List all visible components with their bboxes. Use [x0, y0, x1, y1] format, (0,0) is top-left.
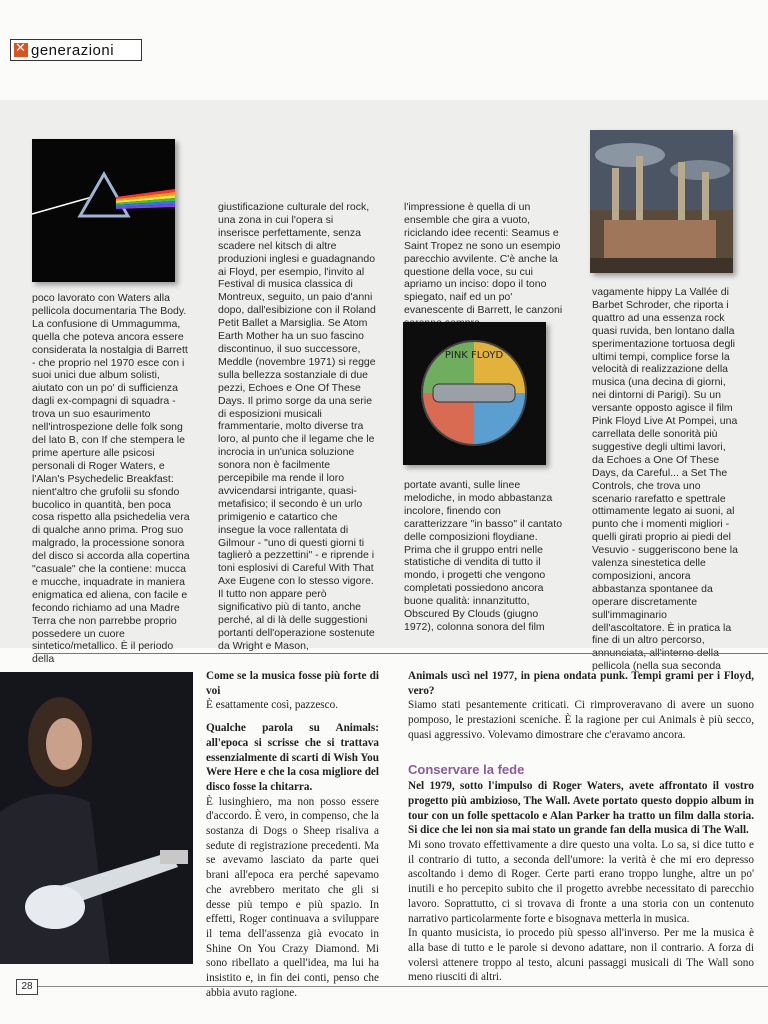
page-number: 28	[16, 979, 38, 995]
interview-left-column	[206, 669, 379, 999]
top-column-3a-text: l'impressione è quella di un ensemble che gira a vuoto, riciclando idee recenti: Seamus e Saint Tropez ne sono un esempio parecchio avvilente. C'è anche la questione della voce, su cui apriamo un inciso: dopo il tono spiegato, naif ed un po' evanescente di Barrett, le canzoni	[404, 201, 563, 317]
album-cover-dark-side	[32, 139, 175, 282]
top-column-1-text: poco lavorato con Waters alla pellicola documentaria The Body. La confusione di Ummagumma, quella che poteva ancora essere considerata la nostalgia di Barrett - che proprio nel 1970 esce con i suoi unici due album solisti, aiutato con un po' di sufficienza dagli ex-compagni di squadra - trova un suo esaurimento nell'introspezione delle folk song del lato B, con If che stempera le prime aperture alle psicosi personali di Roger Waters, e l'Alan's Psychedelic Breakfast: nient'altro che grufolii su sfondo bucolico in quantità, ben poca cosa rispetto alla psichedelia vera di qualche anno prima. Prog suo malgrado, la processione sonora del disco si accorda alla copertina "casuale" che la contiene: mucca e mucche, inquadrate in maniera enigmatica ed aliena, con facile e fecondo richiamo ad una Madre Terra che non parrebbe proprio possedere un cuore sintetico/metallico. È il periodo della	[32, 292, 190, 666]
top-column-2-text: giustificazione culturale del rock, una zona in cui l'opera si inserisce perfettamente, senza scadere nel kitsch di altre produzioni inglesi e guadagnando ai Floyd, per esempio, l'invito al Festival di musica classica di Montreux, seguito, un paio d'anni dopo, dall'esibizione con il Roland Petit Ballet a Marsiglia. Se Atom Earth Mother ha un suo fascino discontinuo, il suo successore, Meddle (novembre 1971) si regge sulla bellezza sostanziale di due pezzi, Echoes e One Of These Days. Il primo sorge da una serie di esposizioni musicali frammentarie, molto diverse tra loro, al punto che il legame che le incrocia in un'unica soluzione sonora non è facilmente percepibile ma rende il loro avvicendarsi intrigante, quasi-metafisico; il secondo è un urlo primigenio e catartico che inseguе la voce rallentata di Gilmour - "uno di questi giorni ti taglierò a pezzettini" - e riprende i toni esplosivi di Careful With That Axe Eugene con lo stesso vigore. Il tutto non appare però significativo più di tanto, anche perché, al di là delle suggestioni portanti dell'operazione sostenute da Wright e Mason,	[218, 201, 376, 652]
top-column-3b	[404, 479, 564, 637]
top-column-2	[218, 201, 376, 652]
answer-3: Siamo stati pesantemente criticati. Ci rimproveravano di avere un suono pomposo, le prestazioni sceniche. È la ragione per cui Animals è più secco, quasi aggressivo. Volevamo dimostrare che c'eravamo ancora.	[408, 699, 754, 741]
answer-1: È esattamente così, pazzesco.	[206, 699, 339, 712]
power-station-icon	[590, 130, 733, 273]
question-2: Qualche parola su Animals: all'epoca si scrisse che si trattava essenzialmente di scarti di Wish You Were Here e che la cosa migliore del disco fosse la chitarra.	[206, 722, 379, 793]
section-divider	[34, 653, 768, 654]
top-column-1	[32, 292, 192, 666]
question-3: Animals uscì nel 1977, in piena ondata punk. Tempi grami per i Floyd, vero?	[408, 670, 754, 697]
prism-icon	[32, 139, 175, 282]
footer-rule	[38, 986, 768, 987]
answer-5: In quanto musicista, io procedo più spesso all'inverso. Per me la musica è alla base di tutto e le parole si devono adattare, non il contrario. A forza di volersi attenere troppo al testo, alcuni passaggi musicali di The Wall sono meno riusciti di altri.	[408, 927, 754, 984]
question-1: Come se la musica fosse più forte di voi	[206, 670, 379, 697]
album-cover-animals	[590, 130, 733, 273]
album-cover-wish-you-were-here	[403, 322, 546, 465]
section-label: generazioni	[31, 41, 115, 59]
answer-2: È lusinghiero, ma non posso essere d'accordo. È vero, in compenso, che la sostanza di Dogs o Sheep risaliva a sedute di registrazione precedenti. Ma se avevamo lasciato da parte quei brani all'epoca era perché sapevamo che avrebbero meritato che gli si desse più tempo e più spazio. In effetti, Roger continuava a sviluppare il tema dell'assenza già evocato in Shine On You Crazy Diamond. Mi sono ribellato a quell'idea, ma lui ha insistito e, in fin dei conti, penso che abbia avuto ragione.	[206, 795, 379, 999]
top-column-3a	[404, 201, 564, 315]
top-column-4-text: vagamente hippy La Vallée di Barbet Schroder, che riporta i quattro ad una essenza rock quasi ruvida, ben lontano dalla sperimentazione tortuosa degli ultimi tempi, complice forse la velocità di realizzazione della musica (una decina di giorni, nei dintorni di Parigi). Su un versante opposto agisce il film Pink Floyd Live At Pompei, una carrellata delle sonorità più suggestive degli ultimi lavori, da Echoes a One Of These Days, da Careful... a Set The Controls, che trova uno scenario rarefatto e spettrale ottimamente legato ai suoni, al punto che i momenti migliori - quelli girati proprio ai piedi del Vesuvio - suggeriscono bene la valenza sinestetica delle composizioni, ancora abbastanza spontanee da operare discretamente sull'immaginario dell'ascoltatore. È in pratica la fine di un altro percorso, annunciata, all'interno della pellicola (nella sua seconda	[592, 286, 738, 673]
guitarist-photo	[0, 672, 193, 964]
answer-4: Mi sono trovato effettivamente a dire questo una volta. Lo sa, si dice tutto e il contrario di tutto, a seconda dell'umore: la verità è che mi ero depresso ascoltando i demo di Roger. Certe parti erano troppo lunghe, altre un po' inutili e ho percepito subito che il progetto avrebbe necessitato di parecchio lavoro. Soprattutto, ci si trovava di fronte a una storia con un contenuto narrativo particolarmente forte e bisognava metterla in musica.	[408, 839, 754, 925]
top-column-3b-text: portate avanti, sulle linee melodiche, in modo abbastanza incolore, finendo con caratterizzare "in basso" il cantato delle composizioni floydiane. Prima che il gruppo entri nelle statistiche di vendita di tutto il mondo, i progetti che vengono completati possiedono ancora buone qualità: innanzitutto, Obscured By Clouds (giugno 1972), colonna sonora del film	[404, 479, 563, 633]
handshake-sticker-icon	[403, 322, 546, 465]
question-4: Nel 1979, sotto l'impulso di Roger Waters, avete affrontato il vostro progetto più ambizioso, The Wall. Avete portato questo doppio album in tour con un folle spettacolo e Alan Parker ha tratto un film dalla storia. Si dice che lei non sia mai stato un grande fan della musica di The Wall.	[408, 780, 754, 837]
section-heading: Conservare la fede	[408, 761, 525, 777]
top-column-4	[592, 286, 740, 673]
section-header-logo	[10, 39, 142, 61]
x-logo-icon	[14, 43, 28, 57]
guitarist-photo-icon	[0, 672, 193, 964]
svg-text:PINK FLOYD: PINK FLOYD	[444, 350, 504, 361]
interview-right-column	[408, 669, 754, 984]
